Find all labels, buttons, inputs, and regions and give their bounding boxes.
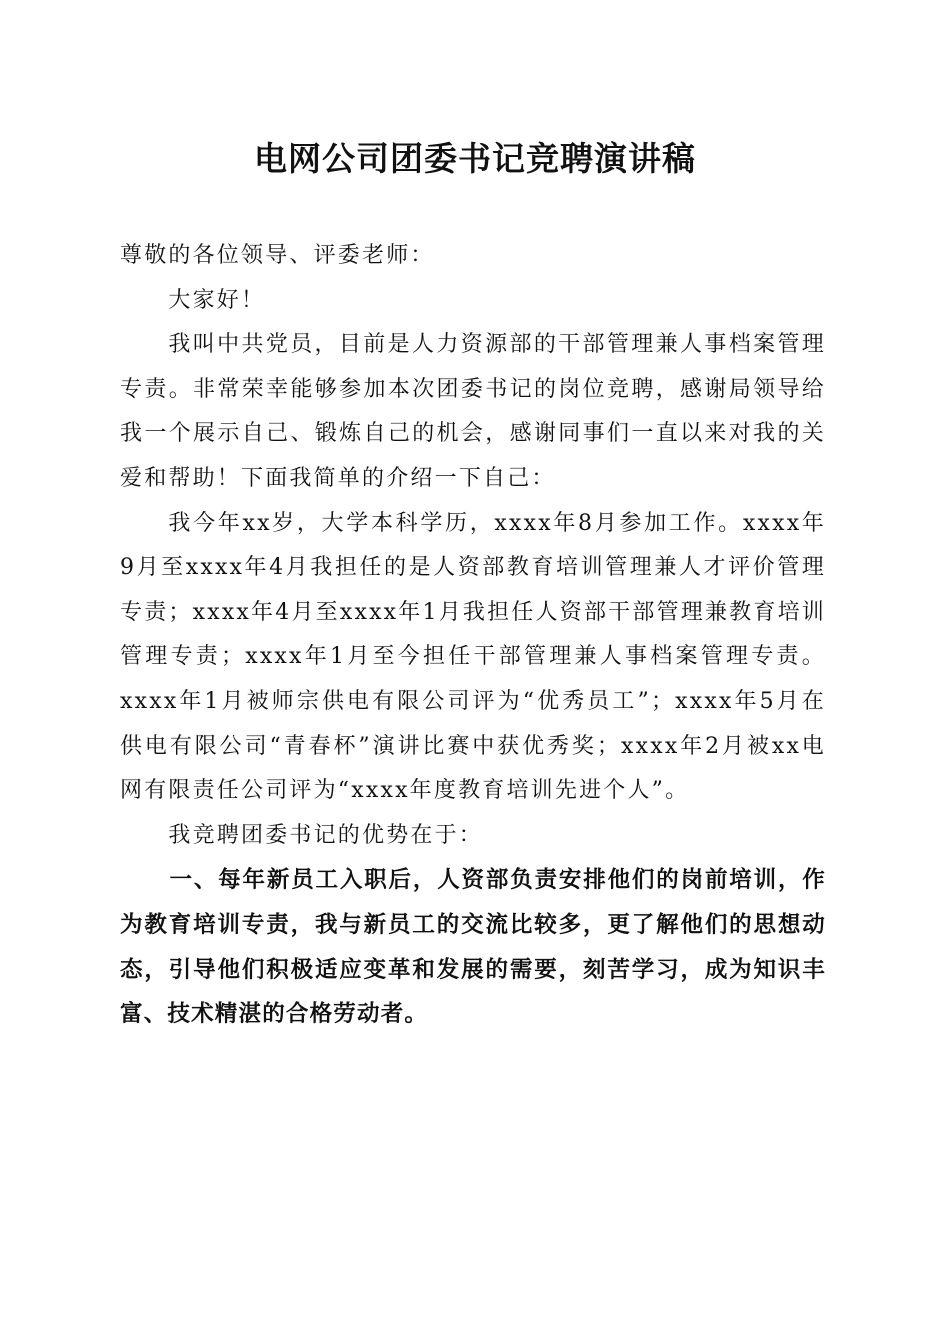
greeting: 大家好！ bbox=[168, 287, 266, 313]
document-body bbox=[120, 234, 826, 1037]
paragraph-introduction: 我叫中共党员，目前是人力资源部的干部管理兼人事档案管理专责。非常荣幸能够参加本次团委书记的岗位竞聘，感谢局领导给我一个展示自己、锻炼自己的机会，感谢同事们一直以来对我的关爱和帮助！下面我简单的介绍一下自己： bbox=[120, 332, 826, 491]
paragraph-experience: 我今年xx岁，大学本科学历，xxxx年8月参加工作。xxxx年9月至xxxx年4月我担任的是人资部教育培训管理兼人才评价管理专责；xxxx年4月至xxxx年1月我担任人资部干部管理兼教育培训管理专责；xxxx年1月至今担任干部管理兼人事档案管理专责。xxxx年1月被师宗供电有限公司评为“优秀员工”；xxxx年5月在供电有限公司“青春杯”演讲比赛中获优秀奖；xxxx年2月被xx电网有限责任公司评为“xxxx年度教育培训先进个人”。 bbox=[120, 510, 826, 804]
document-title: 电网公司团委书记竞聘演讲稿 bbox=[254, 139, 696, 178]
salutation: 尊敬的各位领导、评委老师： bbox=[120, 243, 435, 268]
paragraph-advantages-intro: 我竞聘团委书记的优势在于： bbox=[168, 822, 483, 848]
paragraph-point-one: 一、每年新员工入职后，人资部负责安排他们的岗前培训，作为教育培训专责，我与新员工的交流比较多，更了解他们的思想动态，引导他们积极适应变革和发展的需要，刻苦学习，成为知识丰富、技术精湛的合格劳动者。 bbox=[120, 867, 826, 1028]
